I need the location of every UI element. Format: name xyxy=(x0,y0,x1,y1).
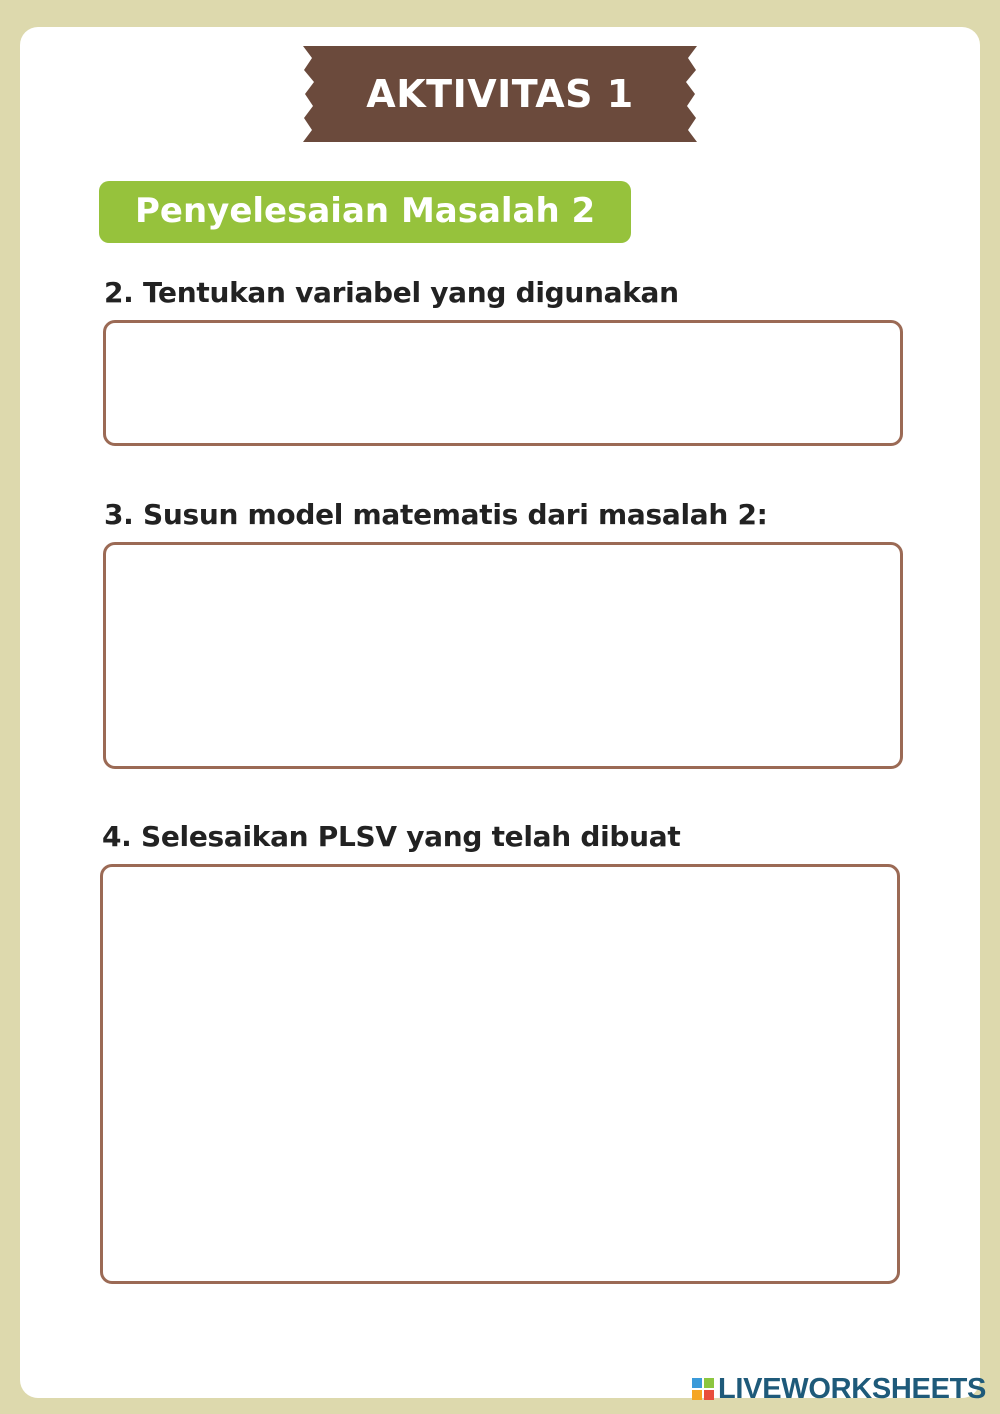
page-title: AKTIVITAS 1 xyxy=(366,72,634,116)
watermark-text: LIVEWORKSHEETS xyxy=(718,1372,987,1405)
liveworksheets-logo-icon xyxy=(692,1378,714,1400)
question-2-label: 2. Tentukan variabel yang digunakan xyxy=(104,276,679,309)
question-3-label: 3. Susun model matematis dari masalah 2: xyxy=(104,498,768,531)
liveworksheets-watermark xyxy=(692,1372,986,1406)
title-banner xyxy=(300,44,700,144)
answer-box-question-4[interactable] xyxy=(100,864,900,1284)
section-heading: Penyelesaian Masalah 2 xyxy=(135,191,596,231)
section-heading-pill xyxy=(99,181,631,243)
answer-box-question-2[interactable] xyxy=(103,320,903,446)
question-4-label: 4. Selesaikan PLSV yang telah dibuat xyxy=(102,820,681,853)
answer-box-question-3[interactable] xyxy=(103,542,903,769)
